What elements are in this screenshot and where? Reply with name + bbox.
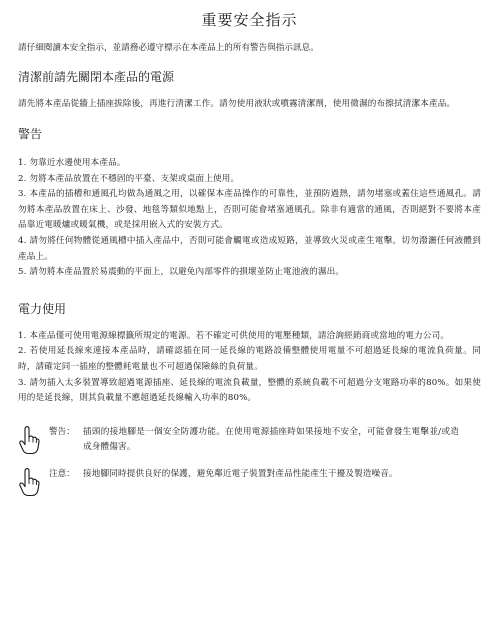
warning-heading: 警告	[18, 127, 43, 141]
power-item: 3. 請勿插入太多裝置導致超過電源插座、延長線的電流負載量，整體的系統負載不可超過分支電路功率的80%。如果使用的是延長線，則其負載量不應超過延長線輸入功率的80%。	[18, 377, 481, 404]
warning-note	[18, 425, 481, 455]
note-label: 警告：	[49, 426, 75, 437]
warning-item: 2. 勿將本產品放置在不穩固的平臺、支架或桌面上使用。	[18, 173, 240, 184]
note-text: 接地腳同時提供良好的保護，避免鄰近電子裝置對產品性能產生干擾及製造噪音。	[83, 468, 398, 479]
notes-area	[18, 425, 481, 497]
cleaning-text: 請先將本產品從牆上插座拔除後，再進行清潔工作。請勿使用液狀或噴霧清潔劑，使用微濕的布擦拭清潔本產品。	[18, 99, 456, 109]
warning-list	[18, 156, 481, 281]
cleaning-heading: 清潔前請先關閉本產品的電源	[18, 70, 175, 84]
power-heading: 電力使用	[18, 301, 67, 316]
note-label: 注意：	[49, 468, 75, 479]
warning-item: 5. 請勿將本產品置於易震動的平面上，以避免內部零件的損壞並防止電池液的濕出。	[18, 267, 345, 278]
note-text: 插頭的接地腳是一個安全防護功能。在使用電源插座時如果接地不安全，可能會發生電擊並/或造成身體傷害。	[83, 426, 459, 452]
caution-note	[18, 467, 481, 497]
warning-item: 4. 請勿將任何物體從通風槽中插入產品中，否則可能會觸電或造成短路，並導致火災或產生電擊。切勿潑灑任何液體到產品上。	[18, 235, 481, 262]
warning-item: 1. 勿靠近水邊使用本產品。	[18, 158, 126, 168]
cleaning-section	[18, 69, 481, 112]
intro-paragraph: 請仔細閱讀本安全指示，並請務必遵守標示在本產品上的所有警告與指示訊息。	[18, 43, 319, 53]
page-title: 重要安全指示	[201, 11, 298, 29]
power-item: 2. 若使用延長線來連接本產品時，請確認插在同一延長線的電路設備整體使用電量不可超過延長線的電流負荷量。同時，請確定同一插座的整體耗電量也不可超過保險絲的負荷量。	[18, 346, 481, 372]
power-section	[18, 301, 481, 407]
warning-item: 3. 本產品的插槽和通風孔均做為通風之用，以確保本產品操作的可靠性，並預防過熱，請勿堵塞或蓋住這些通風孔。請勿將本產品放置在床上、沙發、地毯等類似地點上，否則可能會堵塞通風孔。除非有適當的通風，否則絕對不要將本產品靠近電暖爐或暖氣機，或是採用嵌入式的安裝方式。	[18, 189, 481, 231]
warning-section	[18, 126, 481, 281]
power-item: 1. 本產品僅可使用電源線標籤所規定的電源。若不確定可供使用的電壓種類，請洽詢經銷商或當地的電力公司。	[18, 330, 450, 341]
pointing-hand-icon	[18, 467, 40, 497]
power-list	[18, 329, 481, 407]
pointing-hand-icon	[18, 425, 40, 455]
